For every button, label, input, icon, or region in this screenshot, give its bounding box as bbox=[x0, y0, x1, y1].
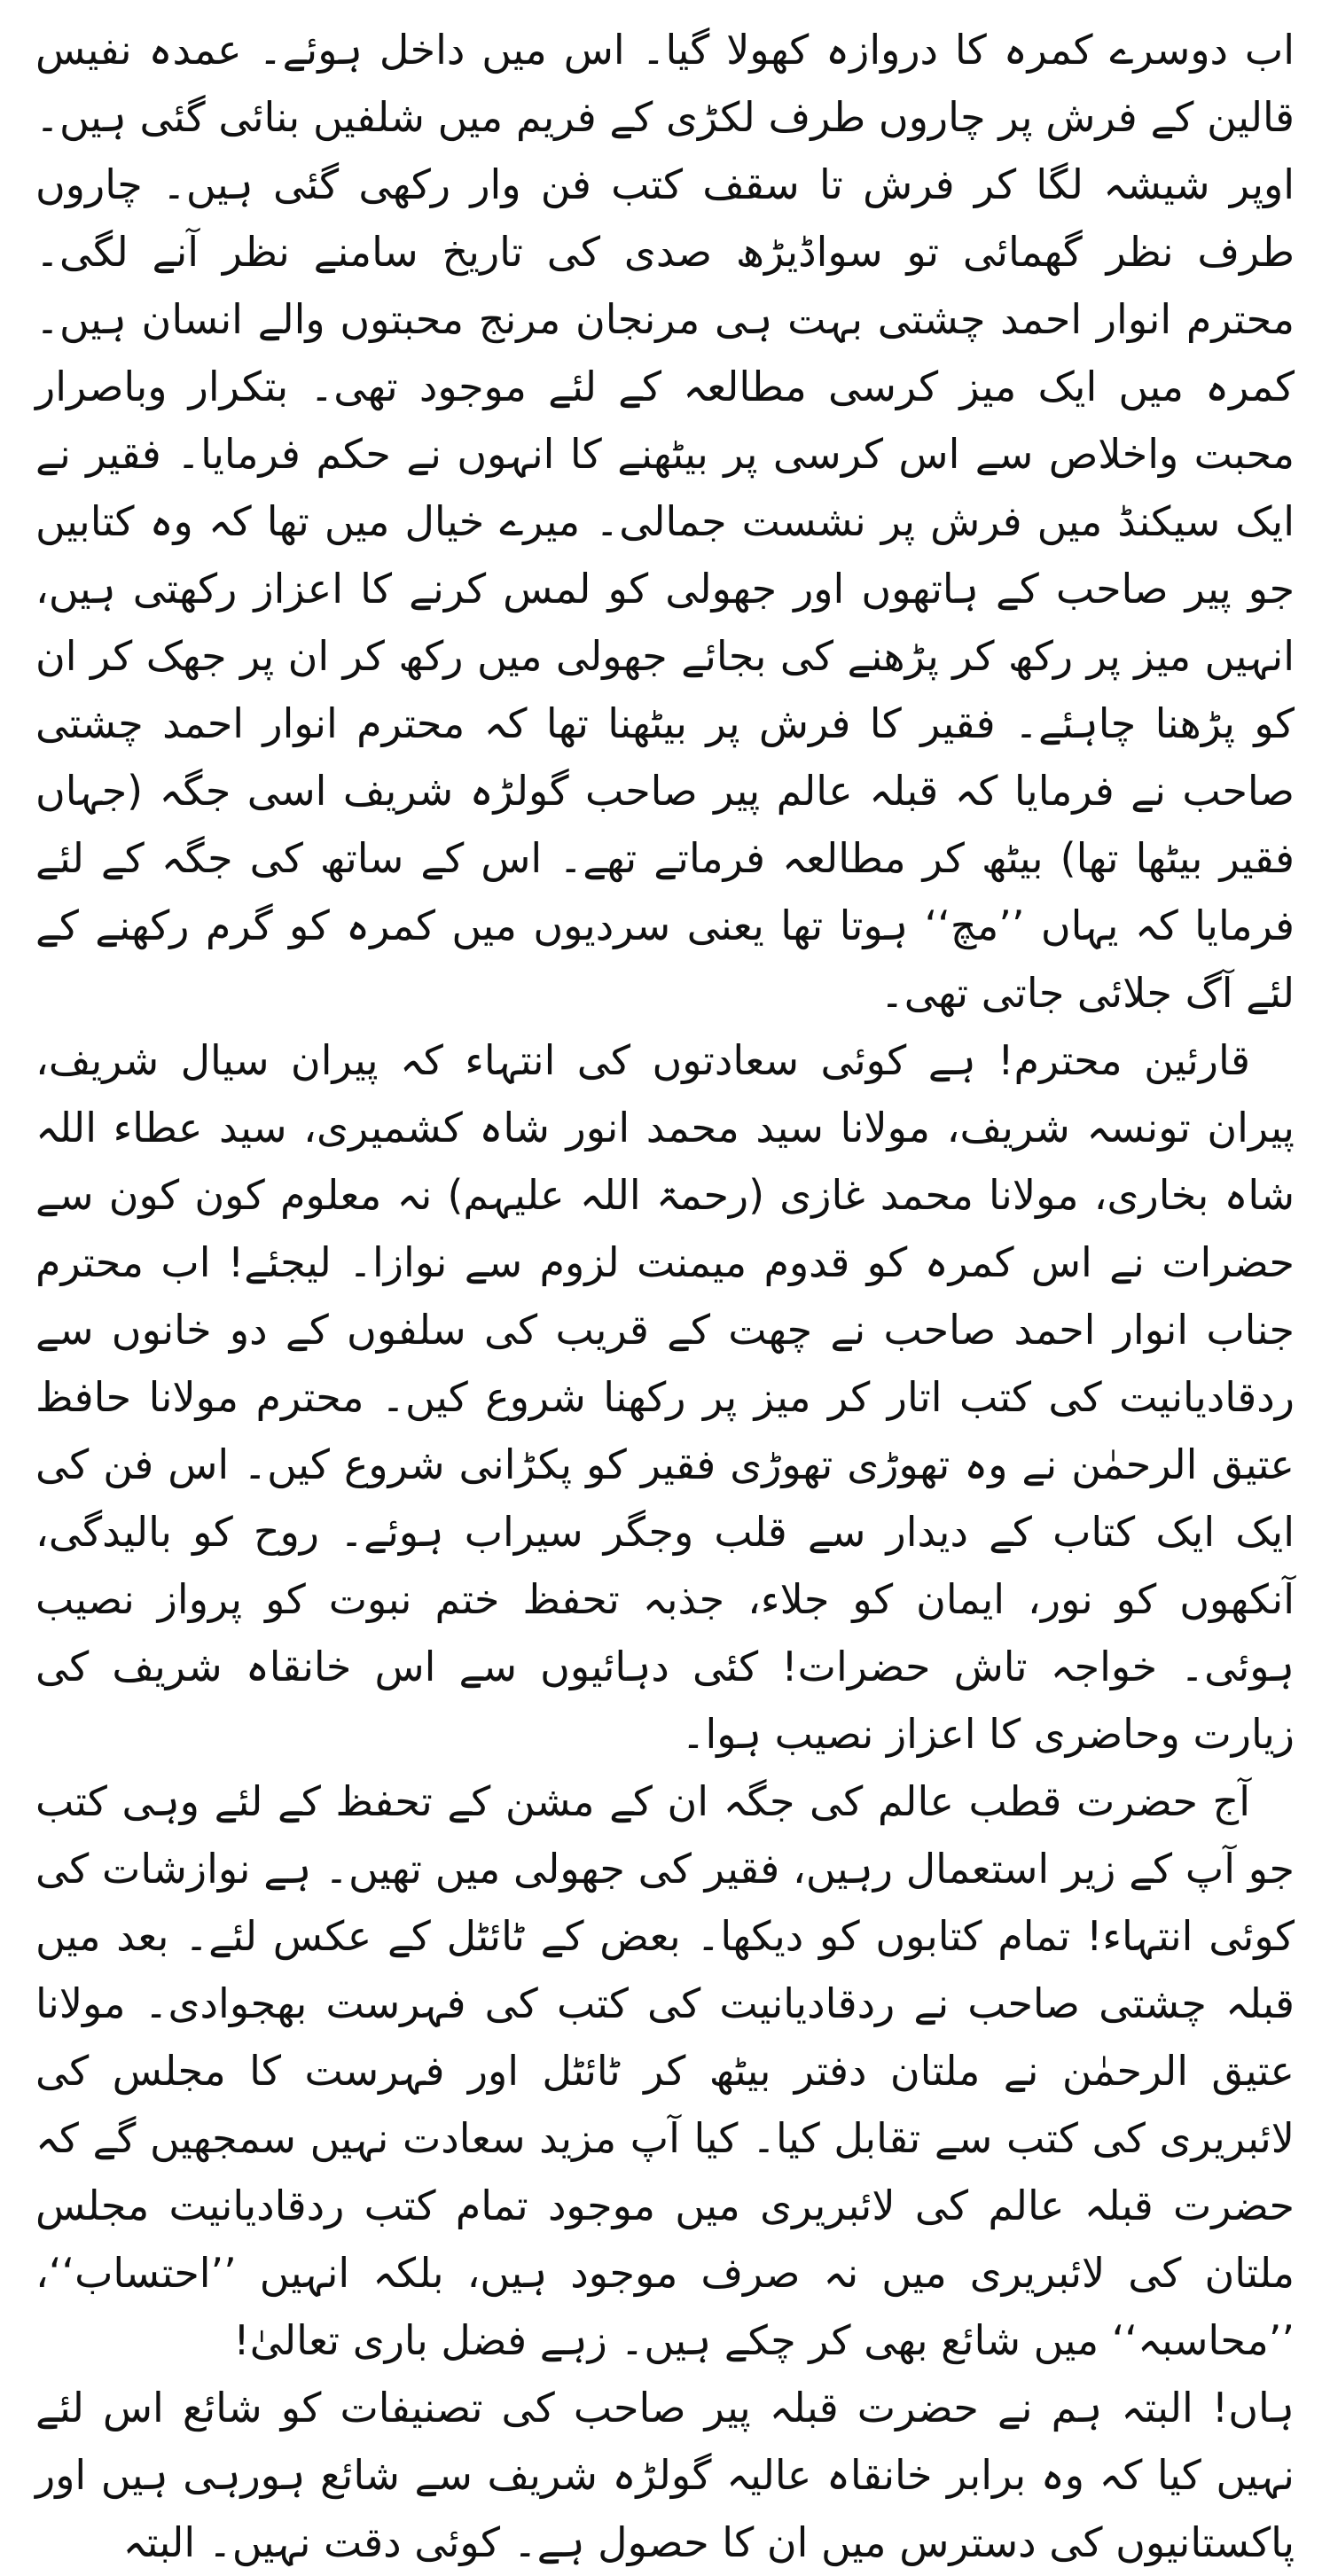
paragraph-2: قارئین محترم! ہے کوئی سعادتوں کی انتہاء کہ پیران سیال شریف، پیران تونسہ شریف، مولانا سید محمد انور شاہ کشمیری، سید عطاء اللہ شاہ بخاری، مولانا محمد غازی (رحمۃ اللہ علیہم) نہ معلوم کون کون سے حضرات نے اس کمرہ کو قدوم میمنت لزوم سے نوازا۔ لیجئے! اب محترم جناب انوار احمد صاحب نے چھت کے قریب کی سلفوں کے دو خانوں سے ردقادیانیت کی کتب اتار کر میز پر رکھنا شروع کیں۔ محترم مولانا حافظ عتیق الرحمٰن نے وہ تھوڑی تھوڑی فقیر کو پکڑانی شروع کیں۔ اس فن کی ایک ایک کتاب کے دیدار سے قلب وجگر سیراب ہوئے۔ روح کو بالیدگی، آنکھوں کو نور، ایمان کو جلاء، جذبہ تحفظ ختم نبوت کو پرواز نصیب ہوئی۔ خواجہ تاش حضرات! کئی دہائیوں سے اس خانقاہ شریف کی زیارت وحاضری کا اعزاز نصیب ہوا۔ bbox=[35, 1036, 1295, 1758]
paragraph-3: آج حضرت قطب عالم کی جگہ ان کے مشن کے تحفظ کے لئے وہی کتب جو آپ کے زیر استعمال رہیں، فقیر کی جھولی میں تھیں۔ ہے نوازشات کی کوئی انتہاء! تمام کتابوں کو دیکھا۔ بعض کے ٹائٹل کے عکس لئے۔ بعد میں قبلہ چشتی صاحب نے ردقادیانیت کی کتب کی فہرست بھجوادی۔ مولانا عتیق الرحمٰن نے ملتان دفتر بیٹھ کر ٹائٹل اور فہرست کا مجلس کی لائبریری کی کتب سے تقابل کیا۔ کیا آپ مزید سعادت نہیں سمجھیں گے کہ حضرت قبلہ عالم کی لائبریری میں موجود تمام کتب ردقادیانیت مجلس ملتان کی لائبریری میں نہ صرف موجود ہیں، بلکہ انہیں ’’احتساب‘‘، ’’محاسبہ‘‘ میں شائع بھی کر چکے ہیں۔ زہے فضل باری تعالیٰ! bbox=[35, 1777, 1295, 2364]
article-body bbox=[35, 16, 1295, 2576]
paragraph-1: اب دوسرے کمرہ کا دروازہ کھولا گیا۔ اس میں داخل ہوئے۔ عمدہ نفیس قالین کے فرش پر چاروں طرف لکڑی کے فریم میں شلفیں بنائی گئی ہیں۔ اوپر شیشہ لگا کر فرش تا سقف کتب فن وار رکھی گئی ہیں۔ چاروں طرف نظر گھمائی تو سواڈیڑھ صدی کی تاریخ سامنے نظر آنے لگی۔ محترم انوار احمد چشتی بہت ہی مرنجان مرنج محبتوں والے انسان ہیں۔ کمرہ میں ایک میز کرسی مطالعہ کے لئے موجود تھی۔ بتکرار وباصرار محبت واخلاص سے اس کرسی پر بیٹھنے کا انہوں نے حکم فرمایا۔ فقیر نے ایک سیکنڈ میں فرش پر نشست جمالی۔ میرے خیال میں تھا کہ وہ کتابیں جو پیر صاحب کے ہاتھوں اور جھولی کو لمس کرنے کا اعزاز رکھتی ہیں، انہیں میز پر رکھ کر پڑھنے کی بجائے جھولی میں رکھ کر ان پر جھک کر ان کو پڑھنا چاہئے۔ فقیر کا فرش پر بیٹھنا تھا کہ محترم انوار احمد چشتی صاحب نے فرمایا کہ قبلہ عالم پیر صاحب گولڑہ شریف اسی جگہ (جہاں فقیر بیٹھا تھا) بیٹھ کر مطالعہ فرماتے تھے۔ اس کے ساتھ کی جگہ کے لئے فرمایا کہ یہاں ’’مچ‘‘ ہوتا تھا یعنی سردیوں میں کمرہ کو گرم رکھنے کے لئے آگ جلائی جاتی تھی۔ bbox=[35, 26, 1295, 1017]
paragraph-4: ہاں! البتہ ہم نے حضرت قبلہ پیر صاحب کی تصنیفات کو شائع اس لئے نہیں کیا کہ وہ برابر خانقاہ عالیہ گولڑہ شریف سے شائع ہورہی ہیں اور پاکستانیوں کی دسترس میں ان کا حصول ہے۔ کوئی دقت نہیں۔ البتہ bbox=[35, 2384, 1295, 2566]
